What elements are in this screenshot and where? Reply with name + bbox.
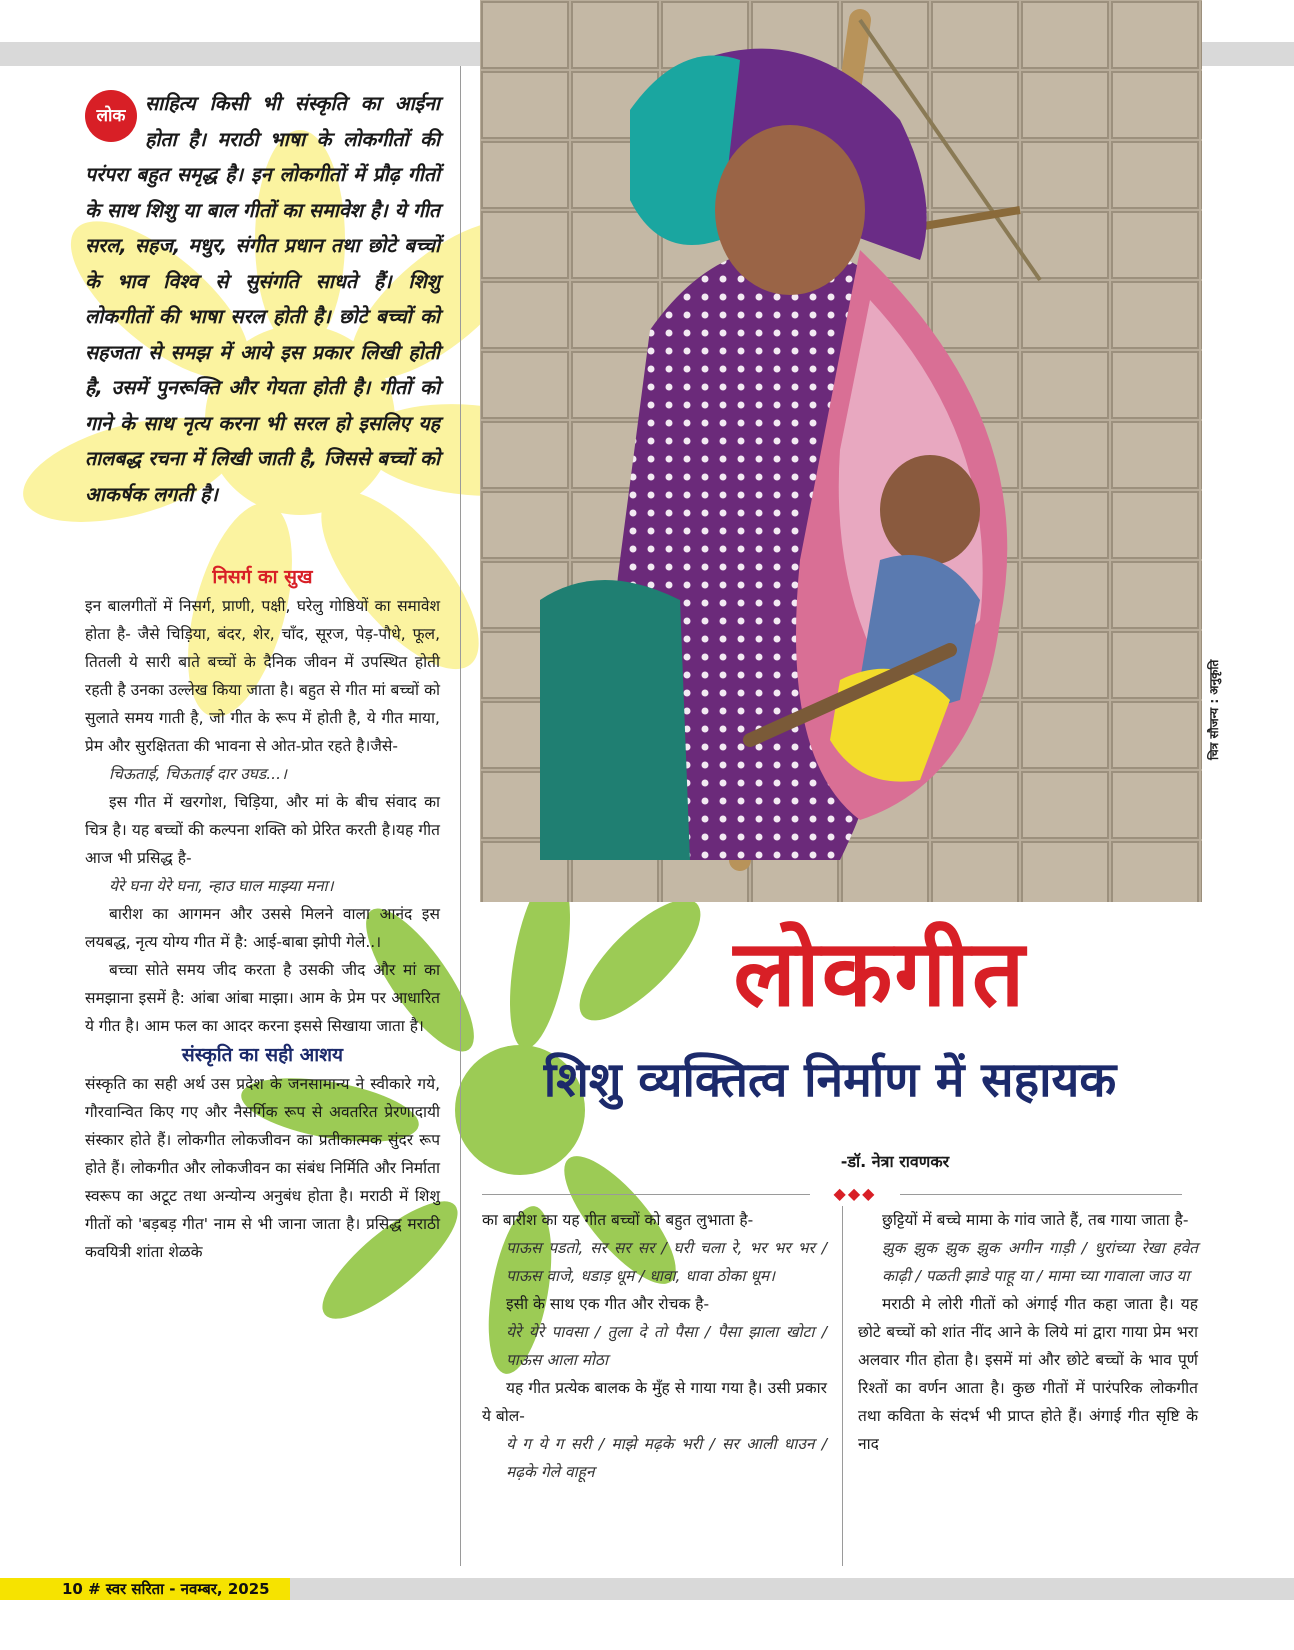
song-quote: झुक झुक झुक झुक अगीन गाड़ी / धुरांच्या रेखा हवेत काढ़ी / पळती झाडे पाहू या / मामा च्या गावाला जाउ या [882, 1239, 1198, 1285]
song-quote: येरे येरे पावसा / तुला दे तो पैसा / पैसा झाला खोटा / पाऊस आला मोठा [506, 1323, 827, 1369]
dropcap-badge: लोक [85, 90, 137, 142]
song-quote: ये ग ये ग सरी / माझे मढ़के भरी / सर आली धाउन / मढ़के गेले वाहून [506, 1435, 827, 1481]
section-heading-nature: निसर्ग का सुख [212, 566, 313, 588]
diamond-ornament: ◆◆◆ [810, 1184, 900, 1203]
song-quote: चिऊताई, चिऊताई दार उघड...। [109, 765, 287, 783]
paragraph: छुट्टियों में बच्चे मामा के गांव जाते हैं, तब गाया जाता है- [882, 1211, 1189, 1229]
lead-paragraph [85, 86, 440, 512]
section-heading-culture: संस्कृति का सही आशय [181, 1044, 344, 1066]
column-middle [482, 1206, 827, 1486]
paragraph: इन बालगीतों में निसर्ग, प्राणी, पक्षी, घरेलु गोष्ठियों का समावेश होता है- जैसे चिड़िया, बंदर, शेर, चाँद, सूरज, पेड़-पौधे, फूल, तितली ये सारी बाते बच्चों के दैनिक जीवन में उपस्थित होती रहती है उनका उल्लेख किया जाता है। बहुत से गीत मां बच्चों को सुलाते समय गाती है, जो गीत के रूप में होती है, ये गीत माया, प्रेम और सुरक्षितता की भावना से ओत-प्रोत रहते है।जैसे- [85, 597, 440, 755]
paragraph: इसी के साथ एक गीत और रोचक है- [506, 1295, 710, 1313]
paragraph: बच्चा सोते समय जीद करता है उसकी जीद और मां का समझाना इसमें है: आंबा आंबा माझा। आम के प्रेम पर आधारित ये गीत है। आम फल का आदर करना इससे सिखाया जाता है। [85, 961, 440, 1035]
author-byline: -डॉ. नेत्रा रावणकर [840, 1152, 950, 1171]
paragraph: इस गीत में खरगोश, चिड़िया, और मां के बीच संवाद का चित्र है। यह बच्चों की कल्पना शक्ति को प्रेरित करती है।यह गीत आज भी प्रसिद्ध है- [85, 793, 440, 867]
paragraph: यह गीत प्रत्येक बालक के मुँह से गाया गया है। उसी प्रकार ये बोल- [482, 1379, 827, 1425]
photo-credit: चित्र सौजन्य : अनुकृति [1207, 659, 1221, 760]
lead-text: साहित्य किसी भी संस्कृति का आईना होता है। मराठी भाषा के लोकगीतों की परंपरा बहुत समृद्ध है। इन लोकगीतों में प्रौढ़ गीतों के साथ शिशु या बाल गीतों का समावेश है। ये गीत सरल, सहज, मधुर, संगीत प्रधान तथा छोटे बच्चों के भाव विश्व से सुसंगति साधते हैं। शिशु लोकगीतों की भाषा सरल होती है। छोटे बच्चों को सहजता से समझ में आये इस प्रकार लिखी होती है, उसमें पुनरूक्ति और गेयता होती है। गीतों को गाने के साथ नृत्य करना भी सरल हो इसलिए यह तालबद्ध रचना में लिखी जाती है, जिससे बच्चों को आकर्षक लगती है। [85, 92, 440, 506]
article-subtitle: शिशु व्यक्तित्व निर्माण में सहायक [543, 1052, 1117, 1108]
photo-mother-and-baby [480, 0, 1202, 902]
paragraph: बारीश का आगमन और उससे मिलने वाला आनंद इस लयबद्ध, नृत्य योग्य गीत में है: आई-बाबा झोपी गेले..। [85, 905, 440, 951]
article-title: लोकगीत [733, 919, 1027, 1027]
photo-illustration [480, 0, 1202, 902]
paragraph: संस्कृति का सही अर्थ उस प्रदेश के जनसामान्य ने स्वीकारे गये, गौरवान्वित किए गए और नैसर्गिक रूप से अवतरित प्रेरणादायी संस्कार होते हैं। लोकगीत लोकजीवन का प्रतीकात्मक सुंदर रूप होते हैं। लोकगीत और लोकजीवन का संबंध निर्मिति और निर्माता स्वरूप का अटूट तथा अन्योन्य अनुबंध होता है। मराठी में शिशु गीतों को 'बड़बड़ गीत' नाम से भी जाना जाता है। प्रसिद्ध मराठी कवयित्री शांता शेळके [85, 1075, 440, 1261]
column-right [858, 1206, 1198, 1458]
page-footer: 10 # स्वर सरिता - नवम्बर, 2025 [0, 1578, 290, 1600]
song-quote: येरे घना येरे घना, न्हाउ घाल माझ्या मना। [109, 877, 334, 895]
column-rule-mid [842, 1206, 843, 1566]
column-left [85, 562, 440, 1266]
paragraph: का बारीश का यह गीत बच्चों को बहुत लुभाता है- [482, 1211, 754, 1229]
column-rule-left [460, 66, 461, 1566]
song-quote: पाऊस पडतो, सर सर सर / घरी चला रे, भर भर भर / पाऊस वाजे, धडाड़ धूम / धावा, धावा ठोका धूम। [506, 1239, 827, 1285]
paragraph: मराठी मे लोरी गीतों को अंगाई गीत कहा जाता है। यह छोटे बच्चों को शांत नींद आने के लिये मां द्वारा गाया प्रेम भरा अलवार गीत होता है। इसमें मां और छोटे बच्चों के भाव पूर्ण रिश्तों का वर्णन आता है। कुछ गीतों में पारंपरिक लोकगीत तथा कविता के संदर्भ भी प्राप्त होते हैं। अंगाई गीत सृष्टि के नाद [858, 1295, 1198, 1453]
